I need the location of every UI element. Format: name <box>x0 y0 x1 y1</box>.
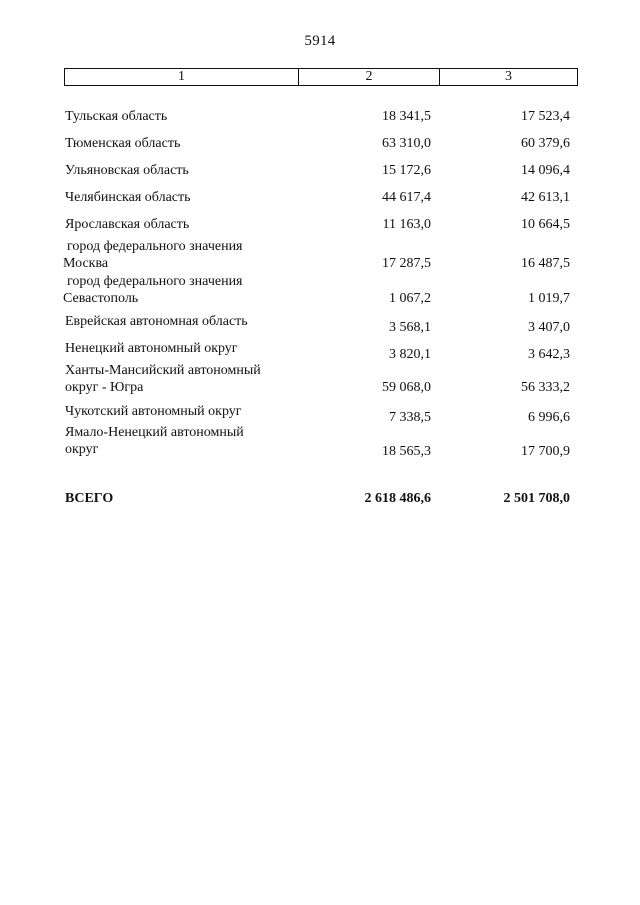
region-name <box>65 216 189 233</box>
region-name <box>65 189 191 206</box>
region-name <box>65 424 244 458</box>
region-name-line: Ярославская область <box>65 217 190 232</box>
region-name <box>65 313 248 330</box>
header-col-1: 1 <box>65 69 299 85</box>
value-col-3: 1 019,7 <box>528 291 570 306</box>
region-name <box>65 403 242 420</box>
value-col-3: 17 700,9 <box>521 444 570 459</box>
header-col-3: 3 <box>505 69 512 84</box>
value-col-2: 15 172,6 <box>382 163 431 178</box>
region-name <box>65 273 243 307</box>
value-col-2: 11 163,0 <box>382 217 431 232</box>
value-col-2: 3 820,1 <box>389 347 431 362</box>
value-col-2: 17 287,5 <box>382 256 431 271</box>
region-name <box>65 362 261 396</box>
value-col-2: 1 067,2 <box>389 291 431 306</box>
region-name-line: Челябинская область <box>65 190 191 205</box>
region-name-line: Тюменская область <box>65 136 181 151</box>
region-name-line: округ <box>65 442 99 457</box>
region-name-line: Севастополь <box>63 291 139 306</box>
value-col-3: 14 096,4 <box>521 163 570 178</box>
value-col-3: 3 642,3 <box>528 347 570 362</box>
region-name <box>65 108 167 125</box>
value-col-3: 16 487,5 <box>521 256 570 271</box>
total-value-col-2: 2 618 486,6 <box>364 491 431 506</box>
value-col-3: 3 407,0 <box>528 320 570 335</box>
region-name-line: Тульская область <box>65 109 168 124</box>
region-name <box>65 135 180 152</box>
region-name-line: Москва <box>63 256 109 271</box>
region-name-line: Чукотский автономный округ <box>65 404 242 419</box>
region-name-line: округ - Югра <box>65 380 144 395</box>
value-col-3: 60 379,6 <box>521 136 570 151</box>
region-name-line: Ханты-Мансийский автономный <box>65 363 261 378</box>
region-name-line: Еврейская автономная область <box>65 314 248 329</box>
value-col-2: 44 617,4 <box>382 190 431 205</box>
region-name <box>65 340 238 357</box>
table-header <box>64 68 578 86</box>
value-col-2: 7 338,5 <box>389 410 431 425</box>
value-col-3: 17 523,4 <box>521 109 570 124</box>
region-name-line: Ямало-Ненецкий автономный <box>65 425 244 440</box>
header-col-2: 2 <box>299 69 440 85</box>
value-col-2: 63 310,0 <box>382 136 431 151</box>
value-col-2: 59 068,0 <box>382 380 431 395</box>
total-label: ВСЕГО <box>65 491 114 506</box>
region-name <box>65 238 243 272</box>
value-col-3: 6 996,6 <box>528 410 570 425</box>
region-name-line: город федерального значения <box>67 274 243 289</box>
page-number: 5914 <box>304 33 336 49</box>
value-col-2: 18 565,3 <box>382 444 431 459</box>
value-col-3: 42 613,1 <box>521 190 570 205</box>
value-col-3: 10 664,5 <box>521 217 570 232</box>
region-name-line: Ульяновская область <box>65 163 189 178</box>
total-value-col-3: 2 501 708,0 <box>503 491 570 506</box>
value-col-3: 56 333,2 <box>521 380 570 395</box>
value-col-2: 3 568,1 <box>389 320 431 335</box>
region-name-line: Ненецкий автономный округ <box>65 341 238 356</box>
region-name-line: город федерального значения <box>67 239 243 254</box>
value-col-2: 18 341,5 <box>382 109 431 124</box>
region-name <box>65 162 189 179</box>
